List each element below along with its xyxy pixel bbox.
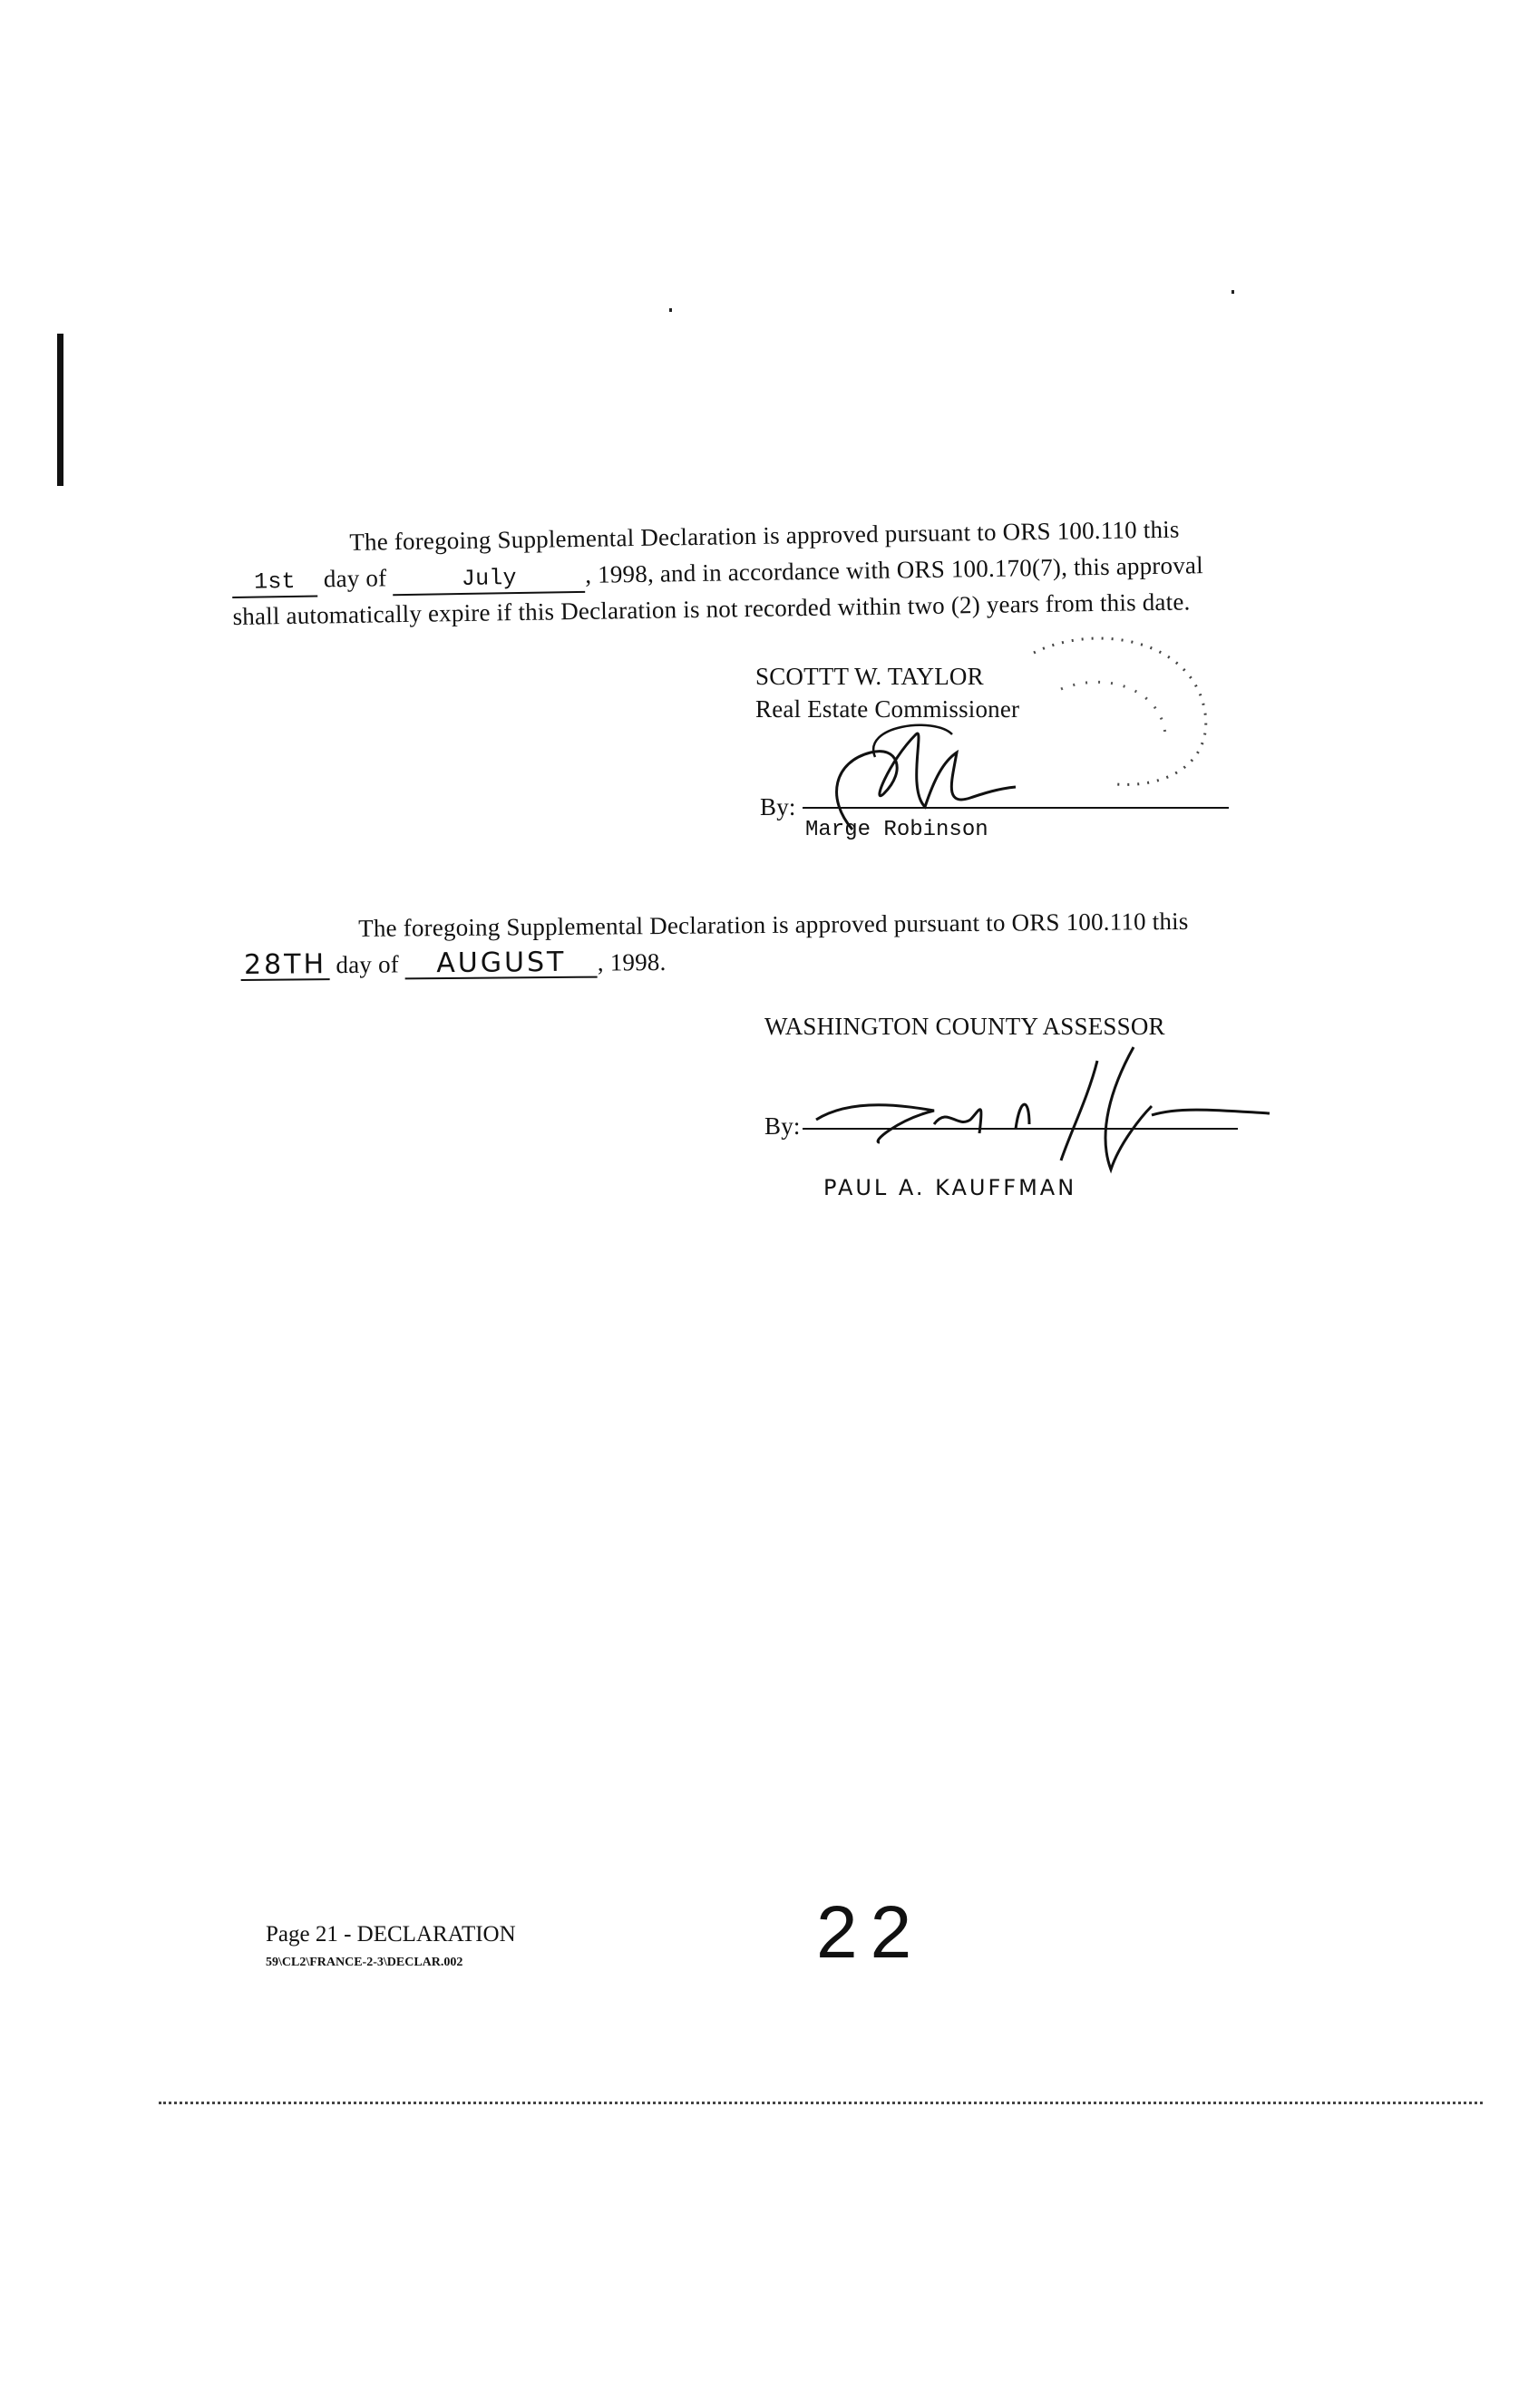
approval2-signer-title: WASHINGTON COUNTY ASSESSOR: [764, 1013, 1165, 1040]
approval2-by-label: By:: [764, 1112, 801, 1140]
scan-artifact-strip: [159, 2102, 1483, 2109]
scan-speck: [669, 308, 672, 312]
approval1-text-d: shall automatically expire if this Declaration is not recorded within two (2) years from this date.: [232, 587, 1191, 630]
approval1-signer-name: SCOTTT W. TAYLOR: [755, 663, 984, 690]
approval2-text-b: day of: [336, 950, 400, 979]
approval2-text-c: , 1998.: [597, 947, 667, 976]
approval1-signer-title: Real Estate Commissioner: [755, 695, 1020, 723]
approval2-text-a: The foregoing Supplemental Declaration is approved pursuant to ORS 100.110 this: [358, 907, 1189, 942]
approval1-text-b: day of: [323, 564, 387, 593]
approval1-text-c: , 1998, and in accordance with ORS 100.170(7), this approval: [585, 551, 1203, 588]
approval1-text-a: The foregoing Supplemental Declaration is approved pursuant to ORS 100.110 this: [349, 515, 1180, 556]
approval2-month-field: AUGUST: [405, 949, 598, 980]
approval2-by-name: PAUL A. KAUFFMAN: [823, 1175, 1077, 1200]
signature-kauffman: [798, 1034, 1306, 1188]
footer-page-label: Page 21 - DECLARATION: [266, 1922, 516, 1947]
notary-seal: [1007, 617, 1224, 798]
margin-bar: [57, 334, 63, 486]
approval-paragraph-2: [240, 902, 1302, 984]
approval1-month-field: July: [393, 564, 585, 596]
page-number: 22: [816, 1891, 925, 1974]
footer-file-path: 59\CL2\FRANCE-2-3\DECLAR.002: [266, 1956, 463, 1969]
approval1-day-field: 1st: [232, 568, 317, 598]
scan-speck: [1231, 290, 1234, 294]
approval1-by-label: By:: [760, 793, 796, 820]
approval1-by-name: Marge Robinson: [805, 818, 988, 842]
approval2-day-field: 28TH: [240, 951, 329, 981]
